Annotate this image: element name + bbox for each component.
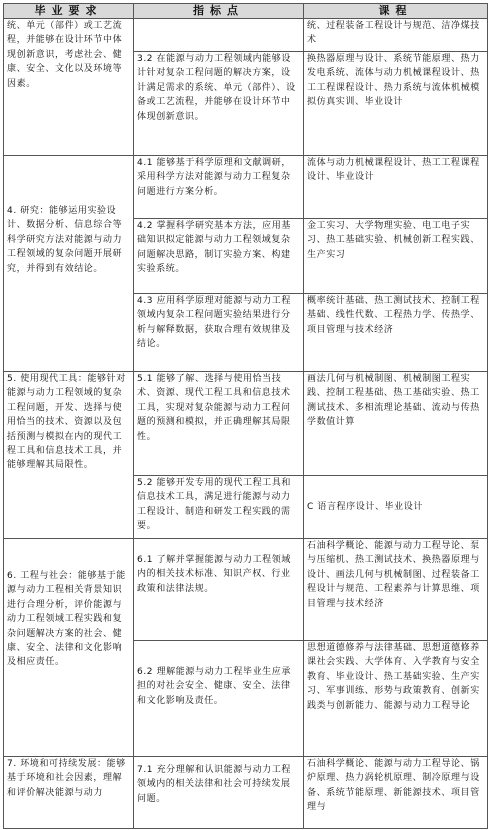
- table-row: [4, 156, 488, 219]
- table-header-row: [4, 4, 488, 19]
- requirement-cell: 7. 环境和可持续发展：能够基于环境和社会因素，理解和评价解决能源与动力: [4, 757, 134, 829]
- courses-cell: 金工实习、大学物理实验、电工电子实习、热工基础实验、机械创新工程实践、生产实习: [304, 219, 488, 294]
- courses-cell: 石油科学概论、能源与动力工程导论、锅炉原理、热力涡轮机原理、制冷原理与设备、系统节能原理、新能源技术、项目管理与: [304, 757, 488, 829]
- table-row: [4, 539, 488, 641]
- courses-cell: C 语言程序设计、毕业设计: [304, 476, 488, 539]
- indicator-cell: 4.3 应用科学原理对能源与动力工程领域内复杂工程问题实验结果进行分析与解释数据，获取合理有效规律及结论。: [134, 294, 304, 372]
- indicator-cell: 4.1 能够基于科学原理和文献调研，采用科学方法对能源与动力工程复杂问题进行方案分析。: [134, 156, 304, 219]
- courses-cell: 换热器原理与设计、系统节能原理、热力发电系统、流体与动力机械课程设计、热工工程课程设计、热力系统与流体机械模拟仿真实训、毕业设计: [304, 52, 488, 156]
- indicator-cell: 4.2 掌握科学研究基本方法，应用基础知识拟定能源与动力工程领域复杂问题解决思路，制订实验方案、构建实验系统。: [134, 219, 304, 294]
- indicator-cell: [134, 19, 304, 52]
- indicator-cell: 5.2 能够开发专用的现代工程工具和信息技术工具，满足进行能源与动力工程设计、制造和研发工程实践的需要。: [134, 476, 304, 539]
- courses-cell: 画法几何与机械制图、机械制图工程实践、控制工程基础、热工基础实验、热工测试技术、多相流理论基础、流动与传热学数值计算: [304, 372, 488, 476]
- requirement-cell: 5. 使用现代工具：能够针对能源与动力工程领域的复杂工程问题，开发、选择与使用恰当的技术、资源以及包括预测与模拟在内的现代工程工具和信息技术工具，并能够理解其局限性。: [4, 372, 134, 539]
- requirement-cell: 4. 研究：能够运用实验设计、数据分析、信息综合等科学研究方法对能源与动力工程领域的复杂问题开展研究，并得到有效结论。: [4, 156, 134, 372]
- indicator-cell: 6.2 理解能源与动力工程毕业生应承担的对社会安全、健康、安全、法律和文化影响及责任。: [134, 641, 304, 757]
- requirement-cell: 6. 工程与社会：能够基于能源与动力工程相关背景知识进行合理分析，评价能源与动力工程领域工程实践和复杂问题解决方案的社会、健康、安全、法律和文化影响及相应责任。: [4, 539, 134, 757]
- table-row: [4, 757, 488, 829]
- header-graduation-requirement: 毕业要求: [4, 4, 134, 19]
- requirements-table: [3, 3, 488, 829]
- requirements-table-page: [0, 3, 490, 830]
- courses-cell: 概率统计基础、热工测试技术、控制工程基础、线性代数、工程热力学、传热学、项目管理与技术经济: [304, 294, 488, 372]
- indicator-cell: 5.1 能够了解、选择与使用恰当技术、资源、现代工程工具和信息技术工具，实现对复杂能源与动力工程问题的预测和模拟，并正确理解其局限性。: [134, 372, 304, 476]
- indicator-cell: 7.1 充分理解和认识能源与动力工程领域内的相关法律和社会可持续发展问题。: [134, 757, 304, 829]
- table-row: [4, 19, 488, 52]
- indicator-cell: 3.2 在能源与动力工程领域内能够设计针对复杂工程问题的解决方案，设计满足需求的系统、单元（部件）、设备或工艺流程，并能够在设计环节中体现创新意识。: [134, 52, 304, 156]
- requirement-cell: 统、单元（部件）或工艺流程，并能够在设计环节中体现创新意识，考虑社会、健康、安全、文化以及环境等因素。: [4, 19, 134, 156]
- courses-cell: 统、过程装备工程设计与规范、洁净煤技术: [304, 19, 488, 52]
- table-row: [4, 372, 488, 476]
- courses-cell: 思想道德修养与法律基础、思想道德修养课社会实践、大学体育、入学教育与安全教育、毕业设计、热工基础实验、生产实习、军事训练、形势与政策教育、创新实践类与创新能力、能源与动力工程导论: [304, 641, 488, 757]
- header-indicator: 指标点: [134, 4, 304, 19]
- courses-cell: 流体与动力机械课程设计、热工工程课程设计、毕业设计: [304, 156, 488, 219]
- courses-cell: 石油科学概论、能源与动力工程导论、泵与压缩机、热工测试技术、换热器原理与设计、画法几何与机械制图、过程装备工程设计与规范、工程素养与计算思维、项目管理与技术经济: [304, 539, 488, 641]
- header-courses: 课程: [304, 4, 488, 19]
- indicator-cell: 6.1 了解并掌握能源与动力工程领域内的相关技术标准、知识产权、行业政策和法律法规。: [134, 539, 304, 641]
